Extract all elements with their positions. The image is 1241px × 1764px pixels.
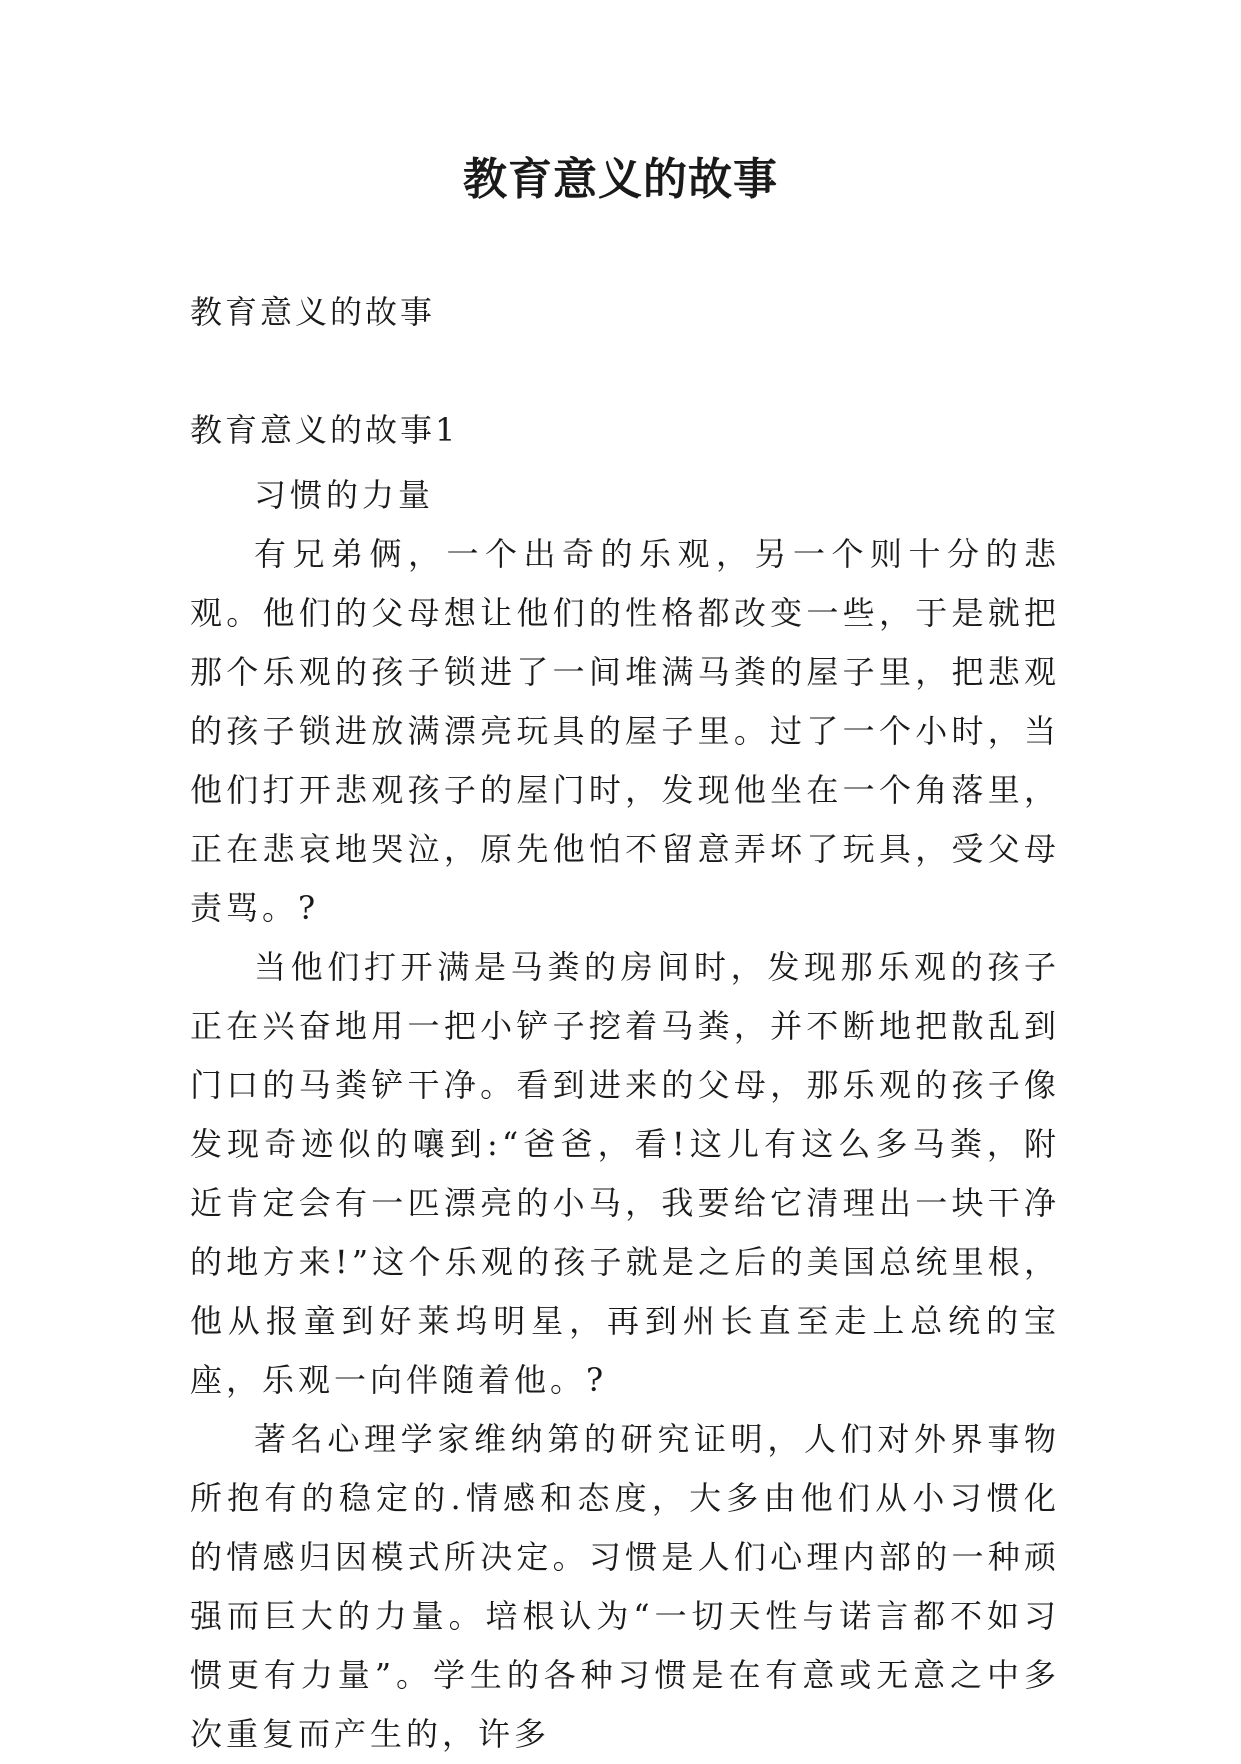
- section-heading: 教育意义的故事1: [190, 411, 459, 449]
- document-subtitle: 教育意义的故事: [190, 293, 436, 331]
- paragraph: 当他们打开满是马粪的房间时，发现那乐观的孩子正在兴奋地用一把小铲子挖着马粪，并不断地把散乱到门口的马粪铲干净。看到进来的父母，那乐观的孩子像发现奇迹似的嚷到:“爸爸，看!这儿有这么多马粪，附近肯定会有一匹漂亮的小马，我要给它清理出一块干净的地方来!”这个乐观的孩子就是之后的美国总统里根，他从报童到好莱坞明星，再到州长直至走上总统的宝座，乐观一向伴随着他。?: [190, 948, 1060, 1399]
- document-body: [190, 466, 1060, 1764]
- document-title: 教育意义的故事: [463, 154, 778, 205]
- story-title: 习惯的力量: [254, 476, 435, 514]
- paragraph: 著名心理学家维纳第的研究证明，人们对外界事物所抱有的稳定的.情感和态度，大多由他们从小习惯化的情感归因模式所决定。习惯是人们心理内部的一种顽强而巨大的力量。培根认为“一切天性与诺言都不如习惯更有力量”。学生的各种习惯是在有意或无意之中多次重复而产生的，许多: [190, 1420, 1060, 1753]
- paragraph: 有兄弟俩，一个出奇的乐观，另一个则十分的悲观。他们的父母想让他们的性格都改变一些，于是就把那个乐观的孩子锁进了一间堆满马粪的屋子里，把悲观的孩子锁进放满漂亮玩具的屋子里。过了一个小时，当他们打开悲观孩子的屋门时，发现他坐在一个角落里，正在悲哀地哭泣，原先他怕不留意弄坏了玩具，受父母责骂。?: [190, 535, 1060, 927]
